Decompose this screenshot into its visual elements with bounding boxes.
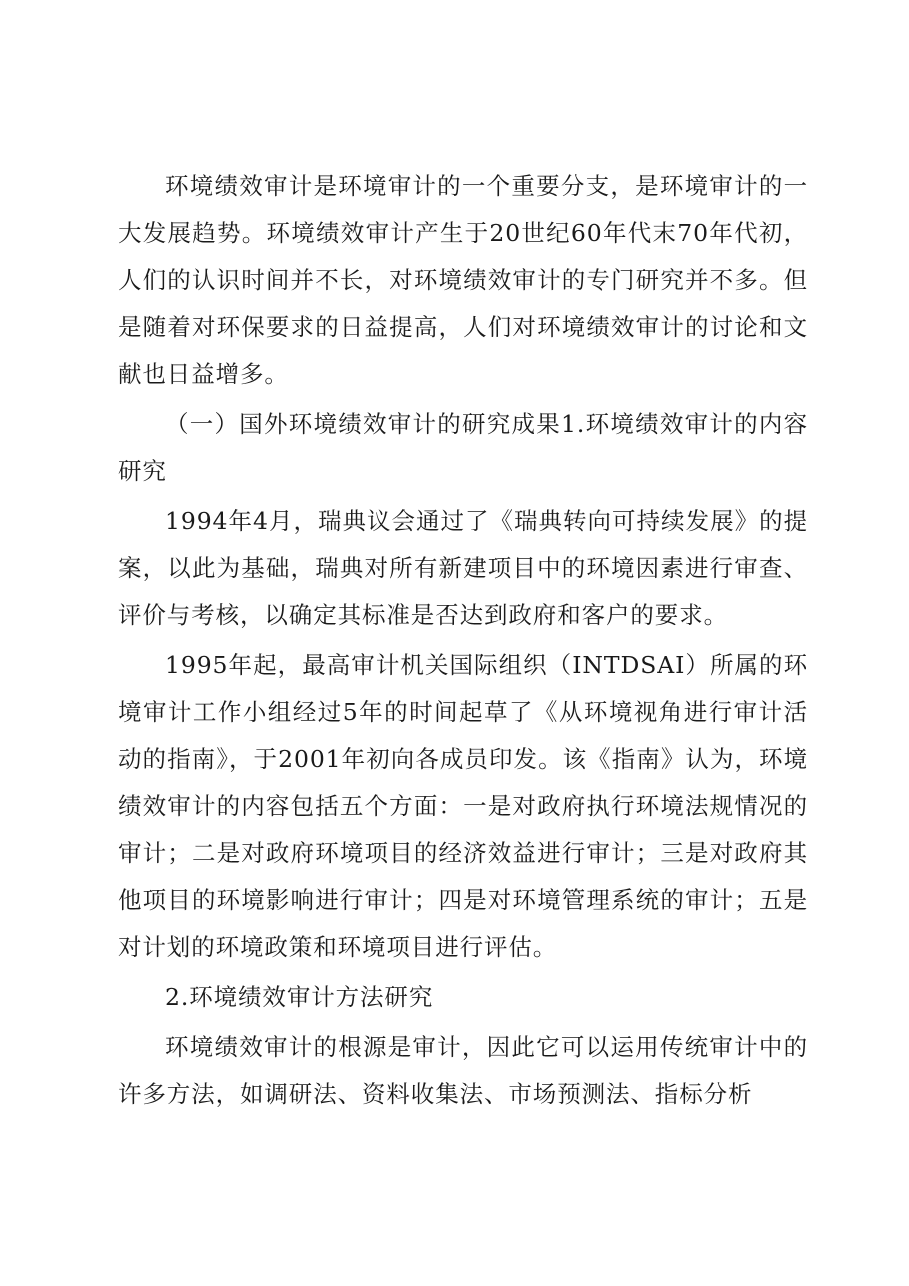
section-heading-foreign-research: （一）国外环境绩效审计的研究成果1.环境绩效审计的内容研究 [118, 410, 808, 485]
methods-paragraph: 环境绩效审计的根源是审计，因此它可以运用传统审计中的许多方法，如调研法、资料收集法、市场预测法、指标分析 [118, 1033, 808, 1108]
intro-paragraph: 环境绩效审计是环境审计的一个重要分支，是环境审计的一大发展趋势。环境绩效审计产生于20世纪60年代末70年代初，人们的认识时间并不长，对环境绩效审计的专门研究并不多。但是随着对环保要求的日益提高，人们对环境绩效审计的讨论和文献也日益增多。 [118, 172, 808, 388]
document-body [118, 163, 808, 1121]
intosai-paragraph: 1995年起，最高审计机关国际组织（INTDSAI）所属的环境审计工作小组经过5年的时间起草了《从环境视角进行审计活动的指南》，于2001年初向各成员印发。该《指南》认为，环境绩效审计的内容包括五个方面：一是对政府执行环境法规情况的审计；二是对政府环境项目的经济效益进行审计；三是对政府其他项目的环境影响进行审计；四是对环境管理系统的审计；五是对计划的环境政策和环境项目进行评估。 [118, 651, 808, 961]
subheading-methods: 2.环境绩效审计方法研究 [165, 983, 434, 1011]
sweden-paragraph: 1994年4月，瑞典议会通过了《瑞典转向可持续发展》的提案，以此为基础，瑞典对所有新建项目中的环境因素进行审查、评价与考核，以确定其标准是否达到政府和客户的要求。 [118, 507, 808, 629]
